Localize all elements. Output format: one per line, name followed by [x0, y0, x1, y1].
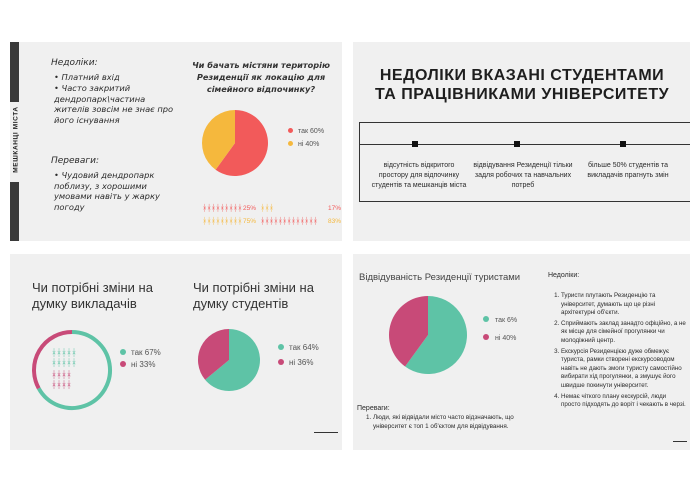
slide-tourists	[353, 254, 690, 450]
tourists-con-3: 3. Екскурсія Резиденцією дуже обмежує туриста, рамки створені екскурсоводом навіть не дають змоги туристу самостійно вибирати хід прогулянки, а змушує його швидше покинути університет.	[561, 348, 687, 391]
slide3-corner-line	[314, 432, 338, 433]
tourists-con-2: 2. Сприймають заклад занадто офіційно, а не як місце для сімейної прогулянки чи молодіжний центр.	[561, 320, 687, 346]
legend-teachers-no: ні 33%	[120, 360, 155, 369]
cons-title: Недоліки:	[51, 58, 98, 68]
timeline-marker-2	[514, 141, 520, 147]
timeline-marker-1	[412, 141, 418, 147]
tourists-con-4: 4. Немає чіткого плану екскурсій, люди просто підходять до воріт і чекають в черзі.	[561, 393, 687, 410]
tourists-con-1: 1. Туристи плутають Резиденцію та університет, думають що це різні архітектурні об'єкти.	[561, 292, 687, 318]
legend-students-yes: так 64%	[278, 343, 319, 352]
point-3: більше 50% студентів та викладачів прагнуть змін	[587, 162, 669, 179]
tourists-cons-list	[545, 292, 687, 412]
people-row-2b: ᚼᚼᚼᚼᚼᚼᚼᚼᚼᚼᚼᚼᚼ	[260, 216, 318, 226]
side-label: МЕШКАНЦІ МІСТА	[12, 106, 20, 173]
chart-question: Чи бачать містяни територію Резиденції як локацію для сімейного відпочинку?	[192, 60, 330, 94]
legend-yes-1: так 60%	[288, 128, 324, 135]
tourists-title: Відвідуваність Резиденції туристами	[359, 272, 521, 283]
legend-students-no: ні 36%	[278, 358, 313, 367]
people-row-1a: ᚼᚼᚼᚼᚼᚼᚼᚼᚼ	[202, 203, 242, 213]
cons-item-1: • Платний вхід	[54, 72, 120, 82]
people-row-1b: ᚼᚼᚼ	[260, 203, 274, 213]
stat-75: 75%	[243, 218, 257, 225]
slide-students-staff	[353, 42, 690, 241]
ring-teachers	[30, 328, 114, 412]
point-1: відсутність відкритого простору для відпочинку студентів та мешканців міста	[371, 162, 467, 189]
pie-tourists	[387, 294, 469, 376]
legend-teachers-yes: так 67%	[120, 348, 161, 357]
tourists-pros-title: Переваги:	[357, 405, 390, 412]
pie-students	[196, 327, 262, 393]
stat-25: 25%	[243, 205, 257, 212]
slide4-corner-line	[673, 441, 687, 442]
timeline-marker-3	[620, 141, 626, 147]
ring-segment-yes	[39, 332, 110, 408]
tourists-pro-1: 1. Люди, які відвідали місто часто відзначають, що університет є топ 1 об'єктом для відвідування.	[373, 414, 537, 431]
legend-tourists-no: ні 40%	[483, 334, 516, 342]
timeline-line	[359, 144, 690, 145]
tourists-pros-list	[357, 414, 537, 433]
legend-tourists-yes: так 6%	[483, 316, 517, 324]
stat-17: 17%	[328, 205, 342, 212]
slide-residents	[10, 42, 342, 241]
people-row-2a: ᚼᚼᚼᚼᚼᚼᚼᚼᚼ	[202, 216, 242, 226]
slide-changes	[10, 254, 342, 450]
tourists-cons-title: Недоліки:	[548, 272, 580, 279]
cons-item-2: • Часто закритий дендропарк\частина жителів зовсім не знає про його існування	[54, 83, 174, 125]
question-students: Чи потрібні зміни на думку студентів	[193, 280, 314, 311]
point-2: відвідування Резиденції тільки задля робочих та навчальних потреб	[473, 162, 573, 189]
pros-item-1: • Чудовий дендропарк поблизу, з хорошими умовами навіть у жарку погоду	[54, 170, 160, 212]
slide2-title: НЕДОЛІКИ ВКАЗАНІ СТУДЕНТАМИ ТА ПРАЦІВНИКАМИ УНІВЕРСИТЕТУ	[374, 67, 670, 103]
question-teachers: Чи потрібні зміни на думку викладачів	[32, 280, 153, 311]
teachers-people-no: ᚼᚼᚼᚼ ᚼᚼᚼᚼ	[51, 370, 71, 391]
pie-residents	[200, 108, 270, 178]
stat-83: 83%	[328, 218, 342, 225]
teachers-people-yes: ᚼᚼᚼᚼᚼ ᚼᚼᚼᚼᚼ	[51, 348, 76, 369]
legend-no-1: ні 40%	[288, 141, 319, 148]
pros-title: Переваги:	[51, 156, 99, 166]
